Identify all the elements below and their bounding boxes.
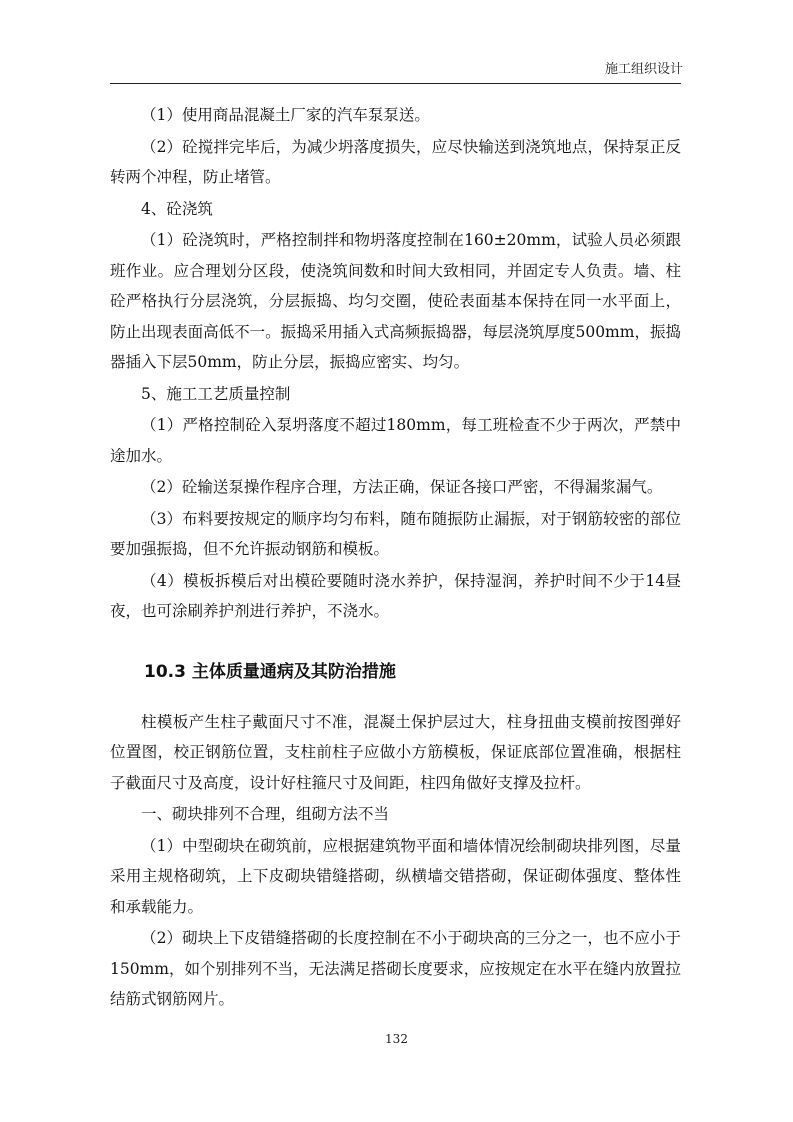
paragraph: （1）砼浇筑时，严格控制拌和物坍落度控制在160±20mm，试验人员必须跟班作业。应合理划分区段，使浇筑间数和时间大致相同，并固定专人负责。墙、柱砼严格执行分层浇筑，分层振捣、均匀交圈，使砼表面基本保持在同一水平面上，防止出现表面高低不一。振捣采用插入式高频振捣器，每层浇筑厚度500mm，振捣器插入下层50mm，防止分层，振捣应密实、均匀。	[110, 231, 681, 371]
paragraph: 柱模板产生柱子戴面尺寸不准，混凝土保护层过大，柱身扭曲支模前按图弹好位置图，校正钢筋位置，支柱前柱子应做小方筋模板，保证底部位置准确，根据柱子截面尺寸及高度，设计好柱箍尺寸及间距，柱四角做好支撑及拉杆。	[110, 712, 681, 792]
paragraph: （3）布料要按规定的顺序均匀布料，随布随振防止漏振，对于钢筋较密的部位要加强振捣，但不允许振动钢筋和模板。	[110, 509, 681, 558]
paragraph: （1）严格控制砼入泵坍落度不超过180mm，每工班检查不少于两次，严禁中途加水。	[110, 416, 681, 465]
paragraph: （4）模板拆模后对出模砼要随时浇水养护，保持湿润，养护时间不少于14昼夜，也可涂刷养护剂进行养护，不浇水。	[110, 571, 681, 620]
subheading: 4、砼浇筑	[141, 199, 213, 218]
paragraph: （2）砼输送泵操作程序合理，方法正确，保证各接口严密，不得漏浆漏气。	[141, 478, 663, 496]
paragraph: （2）砌块上下皮错缝搭砌的长度控制在不小于砌块高的三分之一，也不应小于150mm，如个别排列不当，无法满足搭砌长度要求，应按规定在水平在缝内放置拉结筋式钢筋网片。	[110, 929, 681, 1008]
page-number: 132	[385, 1032, 408, 1046]
paragraph: （1）中型砌块在砌筑前，应根据建筑物平面和墙体情况绘制砌块排列图，尽量采用主规格砌筑，上下皮砌块错缝搭砌，纵横墙交错搭砌，保证砌体强度、整体性和承载能力。	[110, 836, 681, 916]
paragraph: （2）砼搅拌完毕后，为减少坍落度损失，应尽快输送到浇筑地点，保持泵正反转两个冲程，防止堵管。	[110, 137, 681, 186]
subheading: 一、砌块排列不合理，组砌方法不当	[141, 805, 390, 823]
subheading: 5、施工工艺质量控制	[141, 384, 291, 403]
section-heading: 10.3 主体质量通病及其防治措施	[144, 661, 396, 682]
paragraph: （1）使用商品混凝土厂家的汽车泵泵送。	[141, 106, 430, 124]
running-header: 施工组织设计	[604, 62, 683, 77]
header-rule	[110, 83, 681, 84]
body-content	[110, 100, 681, 1015]
